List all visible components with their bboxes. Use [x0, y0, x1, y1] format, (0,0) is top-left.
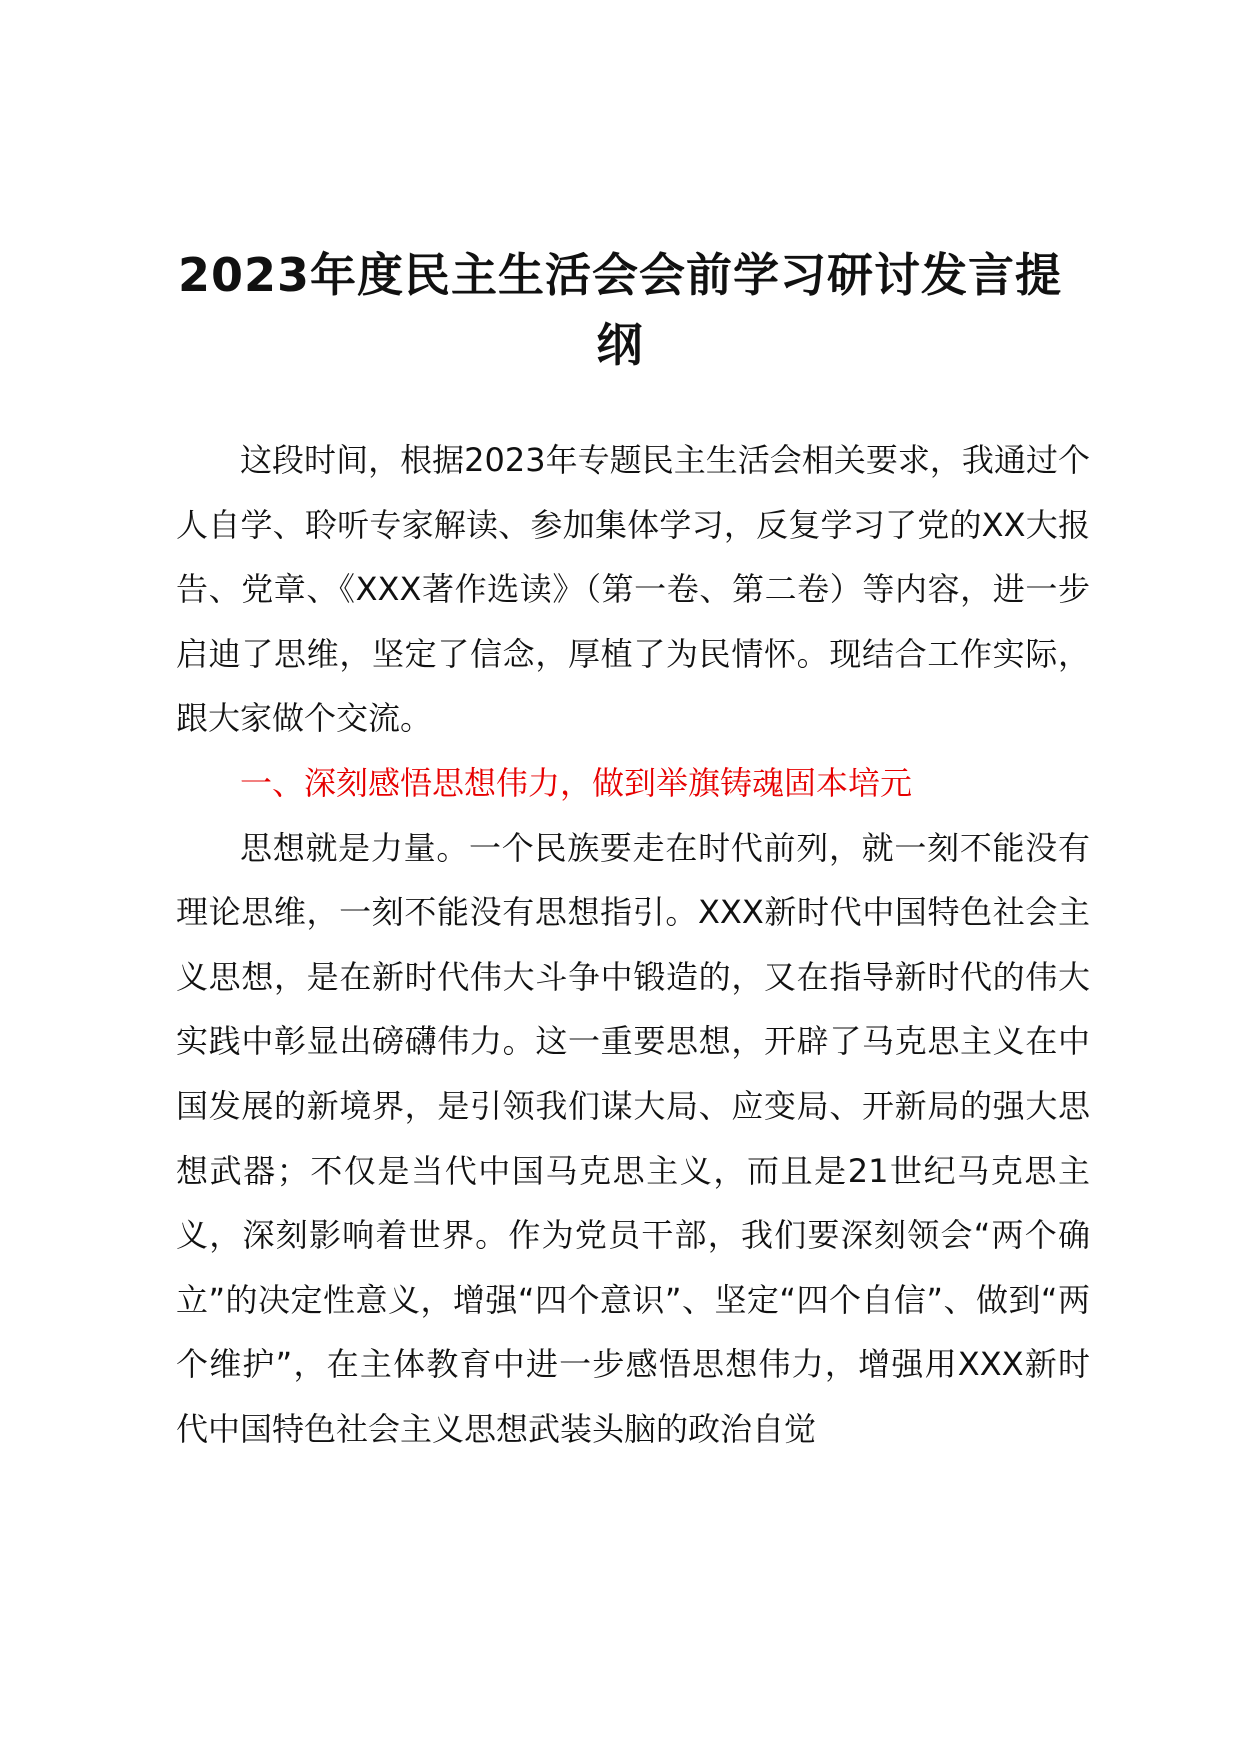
- document-title: 2023年度民主生活会会前学习研讨发言提纲: [177, 248, 1063, 372]
- intro-paragraph: 这段时间，根据2023年专题民主生活会相关要求，我通过个人自学、聆听专家解读、参加集体学习，反复学习了党的XX大报告、党章、《XXX著作选读》（第一卷、第二卷）等内容，进一步启迪了思维，坚定了信念，厚植了为民情怀。现结合工作实际，跟大家做个交流。: [176, 441, 1090, 738]
- document-body: [176, 428, 1090, 1462]
- section-1-paragraph: 思想就是力量。一个民族要走在时代前列，就一刻不能没有理论思维，一刻不能没有思想指引。XXX新时代中国特色社会主义思想，是在新时代伟大斗争中锻造的，又在指导新时代的伟大实践中彰显出磅礴伟力。这一重要思想，开辟了马克思主义在中国发展的新境界，是引领我们谋大局、应变局、开新局的强大思想武器；不仅是当代中国马克思主义，而且是21世纪马克思主义，深刻影响着世界。作为党员干部，我们要深刻领会“两个确立”的决定性意义，增强“四个意识”、坚定“四个自信”、做到“两个维护”，在主体教育中进一步感悟思想伟力，增强用XXX新时代中国特色社会主义思想武装头脑的政治自觉: [176, 828, 1090, 1448]
- section-heading-1: 一、深刻感悟思想伟力，做到举旗铸魂固本培元: [240, 763, 913, 802]
